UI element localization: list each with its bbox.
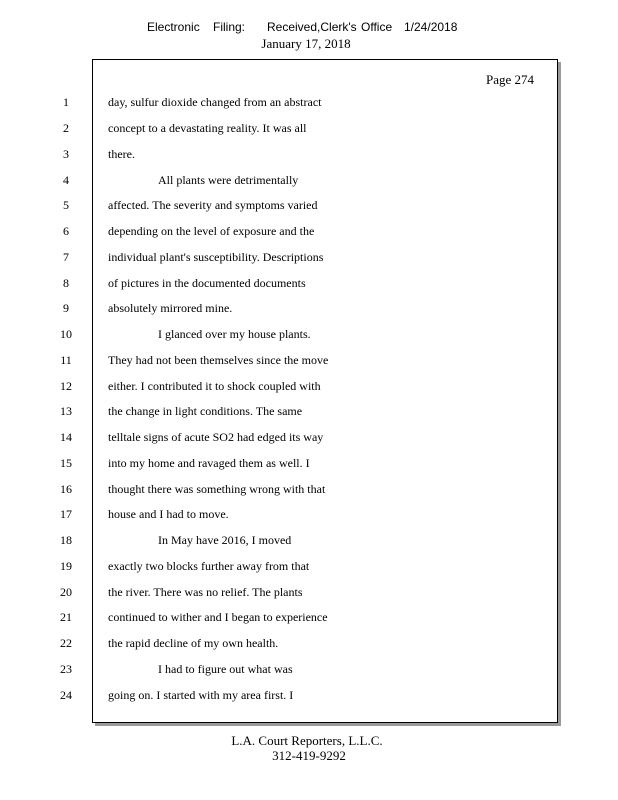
line-number: 21 [60, 610, 72, 624]
line-number: 2 [63, 121, 69, 135]
line-number: 16 [60, 482, 72, 496]
efiling-word-office: Office [361, 20, 393, 34]
line-number: 1 [63, 95, 69, 109]
footer-company-text: L.A. Court Reporters, L.L.C. [231, 733, 383, 748]
line-number: 19 [60, 559, 72, 573]
line-number: 13 [60, 404, 72, 418]
efiling-date: 1/24/2018 [404, 20, 458, 34]
transcript-line: house and I had to move. [108, 507, 229, 521]
transcript-line: of pictures in the documented documents [108, 276, 306, 290]
line-number: 11 [60, 353, 72, 367]
efiling-word-filing: Filing: [213, 20, 246, 34]
footer-company [0, 733, 618, 749]
transcript-line: I glanced over my house plants. [158, 327, 311, 341]
transcript-line: either. I contributed it to shock coupled with [108, 379, 321, 393]
line-number: 9 [63, 301, 69, 315]
transcript-line: thought there was something wrong with that [108, 482, 326, 496]
efiling-word-electronic: Electronic [147, 20, 200, 34]
line-number: 10 [60, 327, 72, 341]
transcript-date-text: January 17, 2018 [261, 36, 351, 51]
transcript-line: depending on the level of exposure and the [108, 224, 315, 238]
line-number: 23 [60, 662, 72, 676]
transcript-line: the river. There was no relief. The plants [108, 585, 303, 599]
transcript-line: concept to a devastating reality. It was all [108, 121, 307, 135]
line-number: 20 [60, 585, 72, 599]
transcript-line: All plants were detrimentally [158, 173, 299, 187]
line-number: 18 [60, 533, 72, 547]
line-number: 8 [63, 276, 69, 290]
line-number: 15 [60, 456, 72, 470]
transcript-line: exactly two blocks further away from that [108, 559, 310, 573]
transcript-line: continued to wither and I began to experience [108, 610, 328, 624]
transcript-line: I had to figure out what was [158, 662, 293, 676]
line-number: 5 [63, 198, 69, 212]
efiling-stamp [0, 20, 618, 36]
line-number: 3 [63, 147, 69, 161]
transcript-line: the rapid decline of my own health. [108, 636, 279, 650]
footer-phone [0, 748, 618, 764]
transcript-line: going on. I started with my area first. I [108, 688, 294, 702]
transcript-line: day, sulfur dioxide changed from an abstract [108, 95, 322, 109]
transcript-line: the change in light conditions. The same [108, 404, 303, 418]
line-number: 12 [60, 379, 72, 393]
transcript-line: absolutely mirrored mine. [108, 301, 233, 315]
transcript-line: into my home and ravaged them as well. I [108, 456, 310, 470]
footer-phone-text: 312-419-9292 [272, 748, 346, 763]
transcript-line: They had not been themselves since the move [108, 353, 329, 367]
line-number: 7 [63, 250, 69, 264]
line-number: 6 [63, 224, 69, 238]
efiling-word-received: Received,Clerk's [267, 20, 357, 34]
line-number: 24 [60, 688, 72, 702]
transcript-date [0, 36, 618, 52]
line-number: 17 [60, 507, 72, 521]
transcript-line: In May have 2016, I moved [158, 533, 292, 547]
page-number: Page 274 [486, 72, 535, 87]
transcript-line: affected. The severity and symptoms varied [108, 198, 318, 212]
transcript-line: telltale signs of acute SO2 had edged its way [108, 430, 324, 444]
transcript-line: there. [108, 147, 135, 161]
transcript-line: individual plant's susceptibility. Descriptions [108, 250, 324, 264]
line-number: 14 [60, 430, 72, 444]
line-number: 4 [63, 173, 69, 187]
line-number: 22 [60, 636, 72, 650]
